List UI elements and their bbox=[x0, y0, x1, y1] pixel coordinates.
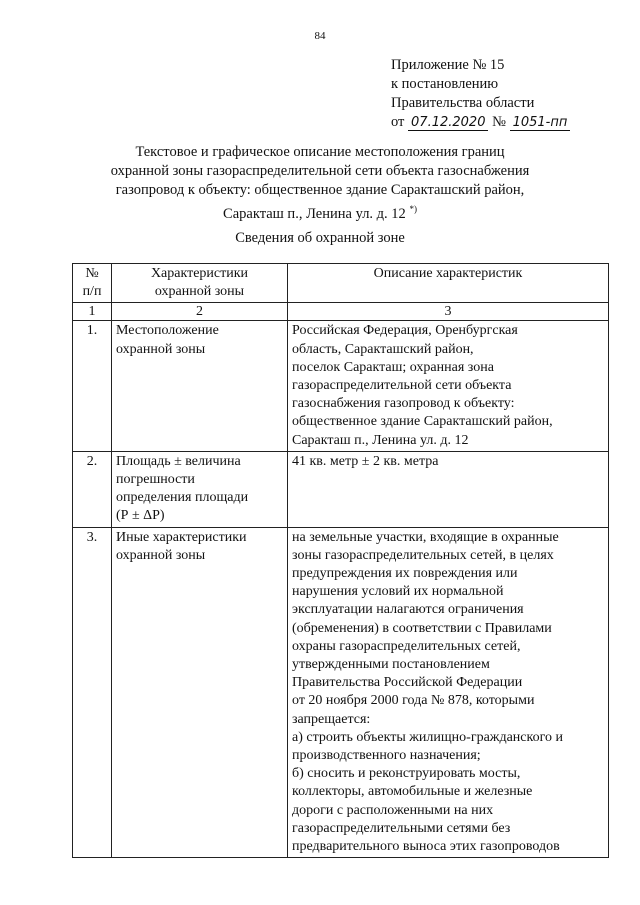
cell-text: от 20 ноября 2000 года № 878, которыми bbox=[292, 693, 535, 709]
header-text: Характеристики bbox=[150, 266, 249, 281]
page-number: 84 bbox=[314, 30, 326, 42]
appendix-block bbox=[391, 56, 570, 132]
header-text: п/п bbox=[82, 284, 102, 300]
title-line: газопровод к объекту: общественное здание Саракташский район, bbox=[115, 182, 525, 198]
table-row bbox=[73, 451, 609, 527]
header-text: № bbox=[85, 266, 99, 281]
table-row bbox=[73, 321, 609, 451]
cell-text: поселок Саракташ; охранная зона bbox=[292, 359, 494, 375]
row-number: 3. bbox=[73, 527, 112, 858]
section-subtitle: Сведения об охранной зоне bbox=[235, 230, 405, 246]
column-number: 1 bbox=[73, 303, 112, 321]
column-number: 2 bbox=[112, 303, 288, 321]
cell-text: на земельные участки, входящие в охранные bbox=[292, 529, 559, 545]
zone-info-table bbox=[72, 263, 609, 858]
row-characteristic bbox=[112, 321, 288, 451]
appendix-line: к постановлению bbox=[391, 76, 499, 92]
footnote-mark: *) bbox=[409, 204, 417, 214]
cell-text: запрещается: bbox=[292, 711, 371, 727]
cell-text: предварительного выноса этих газопроводов bbox=[292, 839, 560, 855]
cell-text: охранной зоны bbox=[116, 341, 206, 357]
cell-text: (обременения) в соответствии с Правилами bbox=[292, 620, 552, 636]
header-text: охранной зоны bbox=[154, 284, 245, 300]
row-description bbox=[288, 321, 609, 451]
title-line-text: Саракташ п., Ленина ул. д. 12 bbox=[223, 205, 406, 222]
title-line: охранной зоны газораспределительной сети объекта газоснабжения bbox=[110, 163, 530, 179]
row-number: 2. bbox=[73, 451, 112, 527]
cell-text: Российская Федерация, Оренбургская bbox=[292, 323, 518, 339]
cell-text: коллекторы, автомобильные и железные bbox=[292, 784, 533, 800]
cell-text: зоны газораспределительных сетей, в целях bbox=[292, 547, 554, 563]
appendix-line: Приложение № 15 bbox=[391, 57, 505, 73]
cell-text: б) сносить и реконструировать мосты, bbox=[292, 766, 521, 782]
cell-text: Правительства Российской Федерации bbox=[292, 675, 523, 691]
appendix-line: Правительства области bbox=[391, 95, 535, 111]
cell-text: Местоположение bbox=[116, 323, 219, 339]
column-number: 3 bbox=[288, 303, 609, 321]
table-row bbox=[73, 527, 609, 858]
cell-text: газораспределительной сети объекта bbox=[292, 378, 512, 394]
cell-text: предупреждения их повреждения или bbox=[292, 566, 518, 582]
cell-text: Иные характеристики bbox=[116, 529, 247, 545]
cell-text: общественное здание Саракташский район, bbox=[292, 414, 553, 430]
document-title bbox=[90, 143, 550, 224]
row-description bbox=[288, 527, 609, 858]
cell-text: а) строить объекты жилищно-гражданского и bbox=[292, 729, 563, 745]
header-text: Описание характеристик bbox=[373, 266, 523, 281]
cell-text: область, Саракташский район, bbox=[292, 341, 474, 357]
title-line: Текстовое и графическое описание местоположения границ bbox=[135, 144, 505, 160]
cell-text: нарушения условий их нормальной bbox=[292, 584, 504, 600]
cell-text: газораспределительными сетями без bbox=[292, 820, 511, 836]
row-characteristic bbox=[112, 527, 288, 858]
cell-text: 41 кв. метр ± 2 кв. метра bbox=[292, 453, 439, 469]
date-prefix: от bbox=[391, 114, 405, 130]
cell-text: дороги с расположенными на них bbox=[292, 802, 494, 818]
cell-text: (Р ± ΔР) bbox=[116, 508, 165, 524]
header-col-characteristic bbox=[112, 264, 288, 303]
title-line bbox=[90, 200, 550, 224]
cell-text: эксплуатации налагаются ограничения bbox=[292, 602, 524, 618]
table-header-row bbox=[73, 264, 609, 303]
cell-text: утвержденными постановлением bbox=[292, 657, 490, 673]
cell-text: Саракташ п., Ленина ул. д. 12 bbox=[292, 432, 469, 448]
handwritten-date: 07.12.2020 bbox=[408, 115, 488, 131]
row-characteristic bbox=[112, 451, 288, 527]
row-number: 1. bbox=[73, 321, 112, 451]
cell-text: газоснабжения газопровод к объекту: bbox=[292, 396, 515, 412]
row-description bbox=[288, 451, 609, 527]
number-prefix: № bbox=[492, 114, 506, 130]
cell-text: Площадь ± величина bbox=[116, 453, 241, 469]
column-number-row bbox=[73, 303, 609, 321]
cell-text: охраны газораспределительных сетей, bbox=[292, 638, 521, 654]
handwritten-number: 1051-пп bbox=[510, 115, 571, 131]
header-col-number bbox=[73, 264, 112, 303]
appendix-date-line bbox=[391, 113, 570, 132]
cell-text: производственного назначения; bbox=[292, 748, 481, 764]
header-col-description bbox=[288, 264, 609, 303]
cell-text: охранной зоны bbox=[116, 547, 206, 563]
cell-text: определения площади bbox=[116, 490, 249, 506]
cell-text: погрешности bbox=[116, 472, 195, 488]
